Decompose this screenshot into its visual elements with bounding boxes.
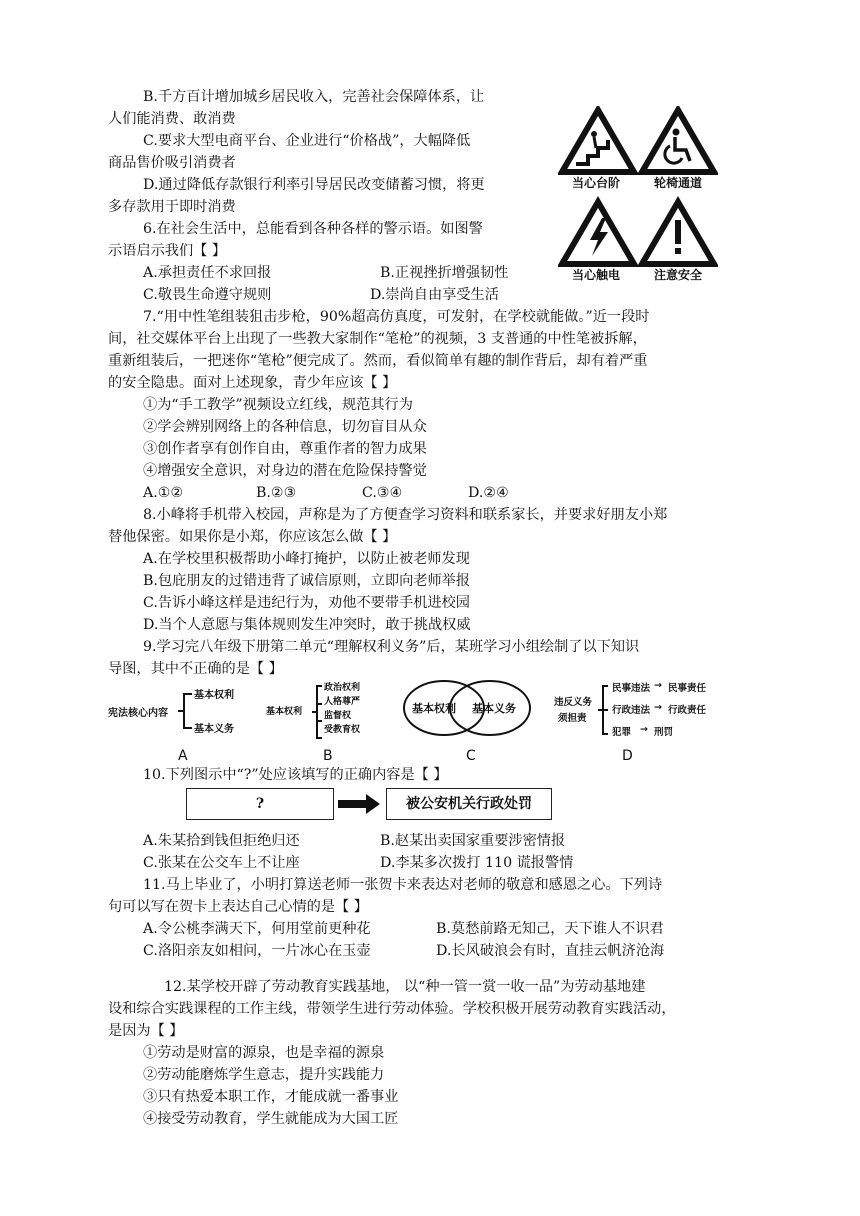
q5-option-b-line1: B.千方百计增加城乡居民收入，完善社会保障体系，让 xyxy=(143,89,485,105)
diagram-a-label: A xyxy=(178,748,188,764)
sign-label-electric: 当心触电 xyxy=(572,268,621,282)
diagram-c-left: 基本权利 xyxy=(412,702,456,715)
diagram-d-row2-cause: 行政违法 xyxy=(612,705,651,716)
diagram-b-item3: 监督权 xyxy=(324,711,352,721)
diagram-d-row2-result: 行政责任 xyxy=(668,705,707,716)
warning-signs-figure xyxy=(558,106,718,286)
diagram-d-row1-cause: 民事违法 xyxy=(612,683,651,694)
diagram-b-label: B xyxy=(323,748,333,764)
q7-stem-line3: 重新组装后，一把迷你“笔枪”便完成了。然而，看似简单有趣的制作背后，却有着严重 xyxy=(108,353,648,369)
q12-stem-line2: 设和综合实践课程的工作主线，带领学生进行劳动体验。学校积极开展劳动教育实践活动， xyxy=(108,1001,676,1017)
diagram-b-item2: 人格尊严 xyxy=(324,697,361,707)
diagram-b-item1: 政治权利 xyxy=(324,683,361,693)
q5-option-c-line1: C.要求大型电商平台、企业进行“价格战”，大幅降低 xyxy=(143,133,471,149)
wheelchair-icon xyxy=(642,110,714,172)
q7-option-d: D.②④ xyxy=(468,485,509,501)
q12-statement-2: ②劳动能磨炼学生意志，提升实践能力 xyxy=(143,1067,385,1083)
sign-label-stairs: 当心台阶 xyxy=(572,176,621,190)
q11-option-c: C.洛阳亲友如相问，一片冰心在玉壶 xyxy=(143,943,371,959)
q10-option-a: A.朱某拾到钱但拒绝归还 xyxy=(143,833,300,849)
diagram-d-row3-cause: 犯罪 xyxy=(612,727,632,738)
electric-shock-icon xyxy=(562,202,634,264)
q11-stem-line1: 11.马上毕业了，小明打算送老师一张贺卡来表达对老师的敬意和感恩之心。下列诗 xyxy=(143,877,663,893)
q5-option-d-line1: D.通过降低存款银行利率引导居民改变储蓄习惯，将更 xyxy=(143,177,485,193)
q11-option-d: D.长风破浪会有时，直挂云帆济沧海 xyxy=(436,943,665,959)
q9-stem-line2: 导图，其中不正确的是【 】 xyxy=(108,661,283,677)
q7-statement-3: ③创作者享有创作自由，尊重作者的智力成果 xyxy=(143,441,427,457)
q10-option-b: B.赵某出卖国家重要涉密情报 xyxy=(380,833,566,849)
exclamation-warning-icon xyxy=(642,202,714,264)
diagram-b xyxy=(266,680,386,750)
q7-statement-2: ②学会辨别网络上的各种信息，切勿盲目从众 xyxy=(143,419,427,435)
sign-label-safety: 注意安全 xyxy=(654,268,703,282)
q10-box-penalty: 被公安机关行政处罚 xyxy=(386,788,552,820)
q11-stem-line2: 句可以写在贺卡上表达自己心情的是【 】 xyxy=(108,899,368,915)
q6-option-a: A.承担责任不求回报 xyxy=(143,265,272,281)
arrow-right-icon: → xyxy=(640,724,648,735)
q5-option-d-line2: 多存款用于即时消费 xyxy=(108,199,236,215)
diagram-d-row1-result: 民事责任 xyxy=(668,683,707,694)
q6-option-c: C.敬畏生命遵守规则 xyxy=(143,287,272,303)
diagram-c xyxy=(402,678,532,738)
q10-box-question: ? xyxy=(186,788,334,820)
q7-stem-line2: 间，社交媒体平台上出现了一些教大家制作“笔枪”的视频，3 支普通的中性笔被拆解， xyxy=(108,331,647,347)
diagram-d xyxy=(554,680,714,750)
diagram-d-row3-result: 刑罚 xyxy=(654,727,674,738)
q9-knowledge-diagrams xyxy=(108,678,708,770)
arrow-right-icon: → xyxy=(654,702,662,713)
q11-option-b: B.莫愁前路无知己，天下谁人不识君 xyxy=(436,921,664,937)
arrow-right-icon: → xyxy=(654,680,662,691)
q6-stem-line1: 6.在社会生活中，总能看到各种各样的警示语。如图警 xyxy=(143,221,483,237)
q12-statement-1: ①劳动是财富的源泉，也是幸福的源泉 xyxy=(143,1045,385,1061)
diagram-a-branch1: 基本权利 xyxy=(194,690,234,701)
q9-stem-line1: 9.学习完八年级下册第二单元“理解权利义务”后，某班学习小组绘制了以下知识 xyxy=(143,639,640,655)
q6-stem-line2: 示语启示我们【 】 xyxy=(108,243,227,259)
q6-option-b: B.正视挫折增强韧性 xyxy=(380,265,509,281)
diagram-c-label: C xyxy=(466,748,476,764)
diagram-b-root: 基本权利 xyxy=(266,707,303,717)
q7-stem-line1: 7.“用中性笔组装狙击步枪，90%超高仿真度，可发射，在学校就能做。”近一段时 xyxy=(143,309,650,325)
arrow-right-icon xyxy=(338,794,380,814)
q8-option-b: B.包庇朋友的过错违背了诚信原则，立即向老师举报 xyxy=(143,573,471,589)
q7-stem-line4: 的安全隐患。面对上述现象，青少年应该【 】 xyxy=(108,375,397,391)
q8-stem-line1: 8.小峰将手机带入校园，声称是为了方便查学习资料和联系家长，并要求好朋友小郑 xyxy=(143,507,668,523)
q10-option-d: D.李某多次拨打 110 谎报警情 xyxy=(380,855,574,871)
diagram-d-label: D xyxy=(622,748,633,764)
q6-option-d: D.崇尚自由享受生活 xyxy=(370,287,499,303)
q7-option-b: B.②③ xyxy=(256,485,297,501)
diagram-d-root2: 须担责 xyxy=(558,713,587,724)
sign-label-wheelchair: 轮椅通道 xyxy=(654,176,703,190)
q12-statement-4: ④接受劳动教育，学生就能成为大国工匠 xyxy=(143,1111,399,1127)
q7-option-a: A.①② xyxy=(143,485,184,501)
q8-stem-line2: 替他保密。如果你是小郑，你应该怎么做【 】 xyxy=(108,529,397,545)
diagram-b-item4: 受教育权 xyxy=(324,725,361,735)
q12-statement-3: ③只有热爱本职工作，才能成就一番事业 xyxy=(143,1089,399,1105)
q7-statement-1: ①为“手工教学”视频设立红线，规范其行为 xyxy=(143,397,413,413)
diagram-c-right: 基本义务 xyxy=(472,702,516,715)
q10-option-c: C.张某在公交车上不让座 xyxy=(143,855,300,871)
q8-option-d: D.当个人意愿与集体规则发生冲突时，敢于挑战权威 xyxy=(143,617,471,633)
stairs-warning-icon xyxy=(562,110,634,172)
q7-option-c: C.③④ xyxy=(362,485,403,501)
diagram-a-root: 宪法核心内容 xyxy=(108,708,168,719)
q11-option-a: A.令公桃李满天下，何用堂前更种花 xyxy=(143,921,371,937)
diagram-a-branch2: 基本义务 xyxy=(194,724,234,735)
q5-option-b-line2: 人们能消费、敢消费 xyxy=(108,111,236,127)
q7-statement-4: ④增强安全意识，对身边的潜在危险保持警觉 xyxy=(143,463,427,479)
q12-stem-line1: 12.某学校开辟了劳动教育实践基地， 以“种一管一赏一收一品”为劳动基地建 xyxy=(164,979,646,995)
diagram-a xyxy=(108,686,248,736)
diagram-d-root1: 违反义务 xyxy=(554,697,593,708)
q10-stem: 10.下列图示中“?”处应该填写的正确内容是【 】 xyxy=(143,767,448,783)
q8-option-a: A.在学校里积极帮助小峰打掩护，以防止被老师发现 xyxy=(143,551,470,567)
q8-option-c: C.告诉小峰这样是违纪行为，劝他不要带手机进校园 xyxy=(143,595,470,611)
q5-option-c-line2: 商品售价吸引消费者 xyxy=(108,155,236,171)
q12-stem-line3: 是因为【 】 xyxy=(108,1023,184,1039)
